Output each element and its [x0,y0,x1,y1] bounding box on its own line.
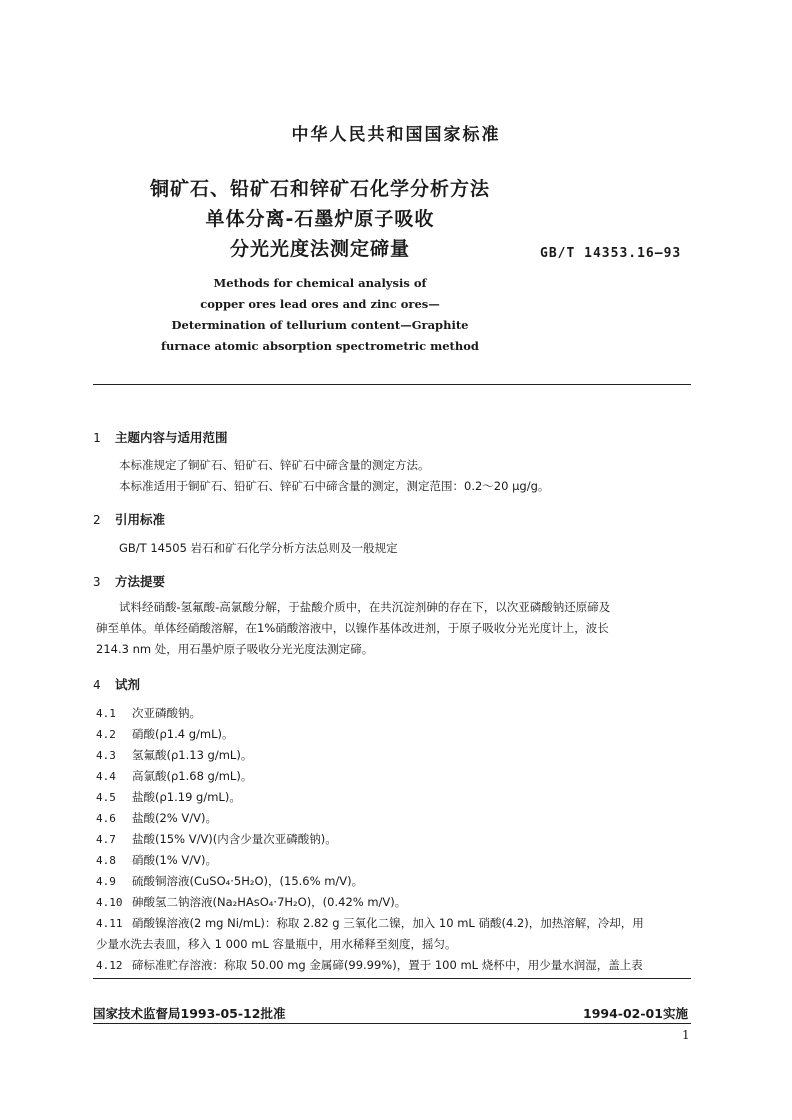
reagent-item: 4.1 次亚磷酸钠。 [96,706,201,720]
title-en-line-3: Determination of tellurium content—Graphite [171,318,469,332]
section-3-line-3: 214.3 nm 处，用石墨炉原子吸收分光光度法测定碲。 [96,642,374,656]
approval-date: 国家技术监督局1993-05-12批准 [93,1006,286,1021]
reagent-item: 4.5 盐酸(ρ1.19 g/mL)。 [96,790,241,804]
reagent-item: 4.7 盐酸(15% V/V)(内含少量次亚磷酸钠)。 [96,832,337,846]
reagent-item: 4.11 硝酸镍溶液(2 mg Ni/mL)：称取 2.82 g 三氧化二镍，加入 10 mL 硝酸(4.2)，加热溶解，冷却，用 [96,916,644,930]
section-heading-3: 3 方法提要 [93,574,166,589]
title-zh-line-2: 单体分离-石墨炉原子吸收 [205,208,435,230]
title-en-line-4: furnace atomic absorption spectrometric method [161,339,479,353]
reagent-item: 4.2 硝酸(ρ1.4 g/mL)。 [96,727,234,741]
reagent-item: 4.12 碲标准贮存溶液：称取 50.00 mg 金属碲(99.99%)，置于 100 mL 烧杯中，用少量水润湿，盖上表 [96,958,643,972]
reagent-item: 4.4 高氯酸(ρ1.68 g/mL)。 [96,769,253,783]
section-3-line-2: 砷至单体。单体经硝酸溶解，在1%硝酸溶液中，以镍作基体改进剂，于原子吸收分光光度计上，波长 [96,621,609,635]
reagent-item: 4.6 盐酸(2% V/V)。 [96,811,217,825]
standard-header: 中华人民共和国国家标准 [291,125,501,145]
section-1-line-1: 本标准规定了铜矿石、铅矿石、锌矿石中碲含量的测定方法。 [119,458,430,472]
reagent-item: 4.10 砷酸氢二钠溶液(Na₂HAsO₄·7H₂O)，(0.42% m/V)。 [96,895,407,909]
footer-divider-top [93,978,691,979]
section-heading-2: 2 引用标准 [93,512,166,527]
page-number: 1 [682,1028,690,1042]
title-zh-line-3: 分光光度法测定碲量 [229,238,410,260]
reagent-item: 4.9 硫酸铜溶液(CuSO₄·5H₂O)，(15.6% m/V)。 [96,874,364,888]
title-zh-line-1: 铜矿石、铅矿石和锌矿石化学分析方法 [150,178,491,200]
reagent-item-continuation: 少量水洗去表皿，移入 1 000 mL 容量瓶中，用水稀释至刻度，摇匀。 [96,937,457,951]
section-heading-1: 1 主题内容与适用范围 [93,430,228,445]
title-divider [93,384,691,385]
footer-divider-bottom [93,1023,691,1024]
title-en-line-1: Methods for chemical analysis of [213,276,427,290]
reagent-item: 4.8 硝酸(1% V/V)。 [96,853,217,867]
section-3-line-1: 试料经硝酸-氢氟酸-高氯酸分解，于盐酸介质中，在共沉淀剂砷的存在下，以次亚磷酸钠还原碲及 [119,600,611,614]
section-heading-4: 4 试剂 [93,677,141,692]
implementation-date: 1994-02-01实施 [583,1006,688,1021]
title-en-line-2: copper ores lead ores and zinc ores— [200,297,440,311]
section-2-line-1: GB/T 14505 岩石和矿石化学分析方法总则及一般规定 [119,541,398,555]
standard-number: GB/T 14353.16—93 [540,246,682,261]
reagent-item: 4.3 氢氟酸(ρ1.13 g/mL)。 [96,748,253,762]
section-1-line-2: 本标准适用于铜矿石、铅矿石、锌矿石中碲含量的测定，测定范围：0.2～20 μg/g。 [119,479,550,493]
